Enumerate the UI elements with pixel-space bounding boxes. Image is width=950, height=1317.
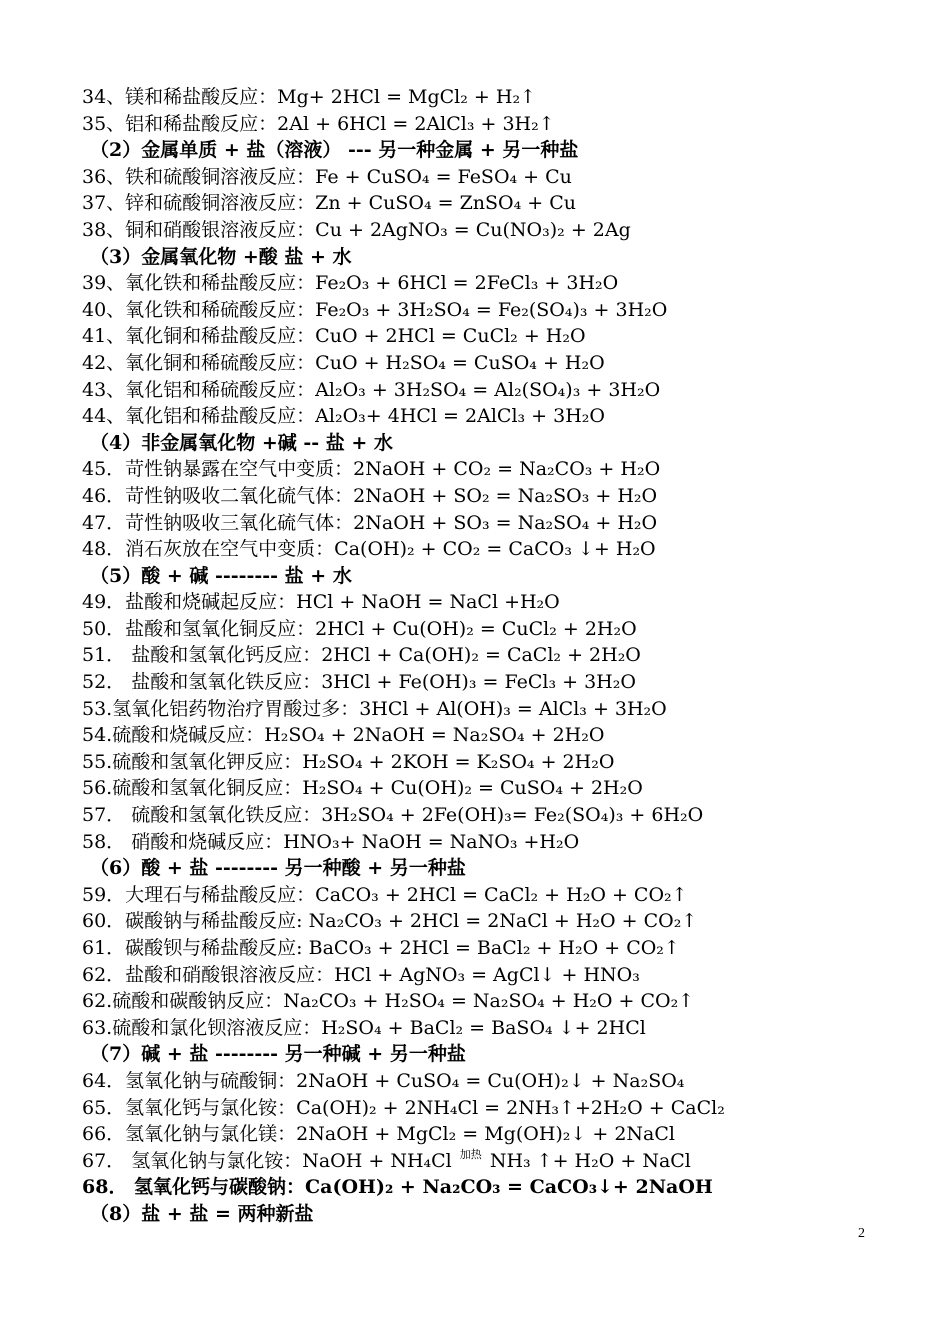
equation-reactants: 67． 氢氧化钠与氯化铵：NaOH + NH₄Cl xyxy=(82,1149,458,1172)
equation-line: 43、氧化铝和稀硫酸反应：Al₂O₃ + 3H₂SO₄ = Al₂(SO₄)₃ + 3H₂O xyxy=(82,378,661,401)
equation-line: 68． 氢氧化钙与碳酸钠：Ca(OH)₂ + Na₂CO₃ = CaCO₃↓+ 2NaOH xyxy=(82,1176,713,1199)
equation-line: 61．碳酸钡与稀盐酸反应: BaCO₃ + 2HCl = BaCl₂ + H₂O + CO₂↑ xyxy=(82,937,680,959)
equation-line: 58． 硝酸和烧碱反应：HNO₃+ NaOH = NaNO₃ +H₂O xyxy=(82,830,580,853)
section-heading: （3）金属氧化物 +酸 盐 + 水 xyxy=(90,245,352,268)
equation-line: 53.氢氧化铝药物治疗胃酸过多：3HCl + Al(OH)₃ = AlCl₃ + 3H₂O xyxy=(82,697,667,720)
equation-line xyxy=(82,1148,882,1175)
section-heading: （6）酸 + 盐 -------- 另一种酸 + 另一种盐 xyxy=(90,857,466,880)
equation-line: 64．氢氧化钠与硫酸铜：2NaOH + CuSO₄ = Cu(OH)₂↓ + Na₂SO₄ xyxy=(82,1069,685,1092)
equation-line: 45．苛性钠暴露在空气中变质：2NaOH + CO₂ = Na₂CO₃ + H₂O xyxy=(82,458,661,481)
equation-products: NH₃ ↑+ H₂O + NaCl xyxy=(483,1149,691,1172)
equation-line: 63.硫酸和氯化钡溶液反应：H₂SO₄ + BaCl₂ = BaSO₄ ↓+ 2HCl xyxy=(82,1016,646,1039)
page-number: 2 xyxy=(858,1226,865,1241)
equation-line: 55.硫酸和氢氧化钾反应：H₂SO₄ + 2KOH = K₂SO₄ + 2H₂O xyxy=(82,750,615,773)
section-heading: （7）碱 + 盐 -------- 另一种碱 + 另一种盐 xyxy=(90,1043,466,1066)
section-heading: （2）金属单质 + 盐（溶液） --- 另一种金属 + 另一种盐 xyxy=(90,139,579,162)
equation-line: 59．大理石与稀盐酸反应：CaCO₃ + 2HCl = CaCl₂ + H₂O + CO₂↑ xyxy=(82,883,688,906)
equation-line: 36、铁和硫酸铜溶液反应：Fe + CuSO₄ = FeSO₄ + Cu xyxy=(82,165,572,188)
equation-line: 49．盐酸和烧碱起反应：HCl + NaOH = NaCl +H₂O xyxy=(82,591,560,614)
equation-line: 37、锌和硫酸铜溶液反应：Zn + CuSO₄ = ZnSO₄ + Cu xyxy=(82,192,577,215)
equation-line: 44、氧化铝和稀盐酸反应：Al₂O₃+ 4HCl = 2AlCl₃ + 3H₂O xyxy=(82,405,605,428)
equation-line: 41、氧化铜和稀盐酸反应：CuO + 2HCl = CuCl₂ + H₂O xyxy=(82,325,586,348)
equation-list xyxy=(82,84,882,1228)
section-heading: （4）非金属氧化物 +碱 -- 盐 + 水 xyxy=(90,431,393,454)
equation-line: 66．氢氧化钠与氯化镁：2NaOH + MgCl₂ = Mg(OH)₂↓ + 2NaCl xyxy=(82,1123,675,1146)
equation-line: 51． 盐酸和氢氧化钙反应：2HCl + Ca(OH)₂ = CaCl₂ + 2H₂O xyxy=(82,644,641,667)
equation-line: 34、镁和稀盐酸反应：Mg+ 2HCl = MgCl₂ + H₂↑ xyxy=(82,86,536,108)
equation-line: 39、氧化铁和稀盐酸反应：Fe₂O₃ + 6HCl = 2FeCl₃ + 3H₂O xyxy=(82,272,619,295)
equation-line: 40、氧化铁和稀硫酸反应：Fe₂O₃ + 3H₂SO₄ = Fe₂(SO₄)₃ + 3H₂O xyxy=(82,298,668,321)
equation-line: 57． 硫酸和氢氧化铁反应：3H₂SO₄ + 2Fe(OH)₃= Fe₂(SO₄)₃ + 6H₂O xyxy=(82,804,704,827)
equation-line: 62.硫酸和碳酸钠反应：Na₂CO₃ + H₂SO₄ = Na₂SO₄ + H₂O + CO₂↑ xyxy=(82,990,695,1013)
reaction-condition: 加热 xyxy=(459,1147,482,1161)
section-heading: （5）酸 + 碱 -------- 盐 + 水 xyxy=(90,564,352,587)
equation-line: 42、氧化铜和稀硫酸反应：CuO + H₂SO₄ = CuSO₄ + H₂O xyxy=(82,351,605,374)
equation-line: 52． 盐酸和氢氧化铁反应：3HCl + Fe(OH)₃ = FeCl₃ + 3H₂O xyxy=(82,671,636,694)
equation-line: 54.硫酸和烧碱反应：H₂SO₄ + 2NaOH = Na₂SO₄ + 2H₂O xyxy=(82,724,605,747)
equation-line: 47．苛性钠吸收三氧化硫气体：2NaOH + SO₃ = Na₂SO₄ + H₂O xyxy=(82,511,658,534)
section-heading: （8）盐 + 盐 = 两种新盐 xyxy=(90,1202,314,1225)
equation-line: 62．盐酸和硝酸银溶液反应：HCl + AgNO₃ = AgCl↓ + HNO₃ xyxy=(82,963,640,986)
equation-line: 50．盐酸和氢氧化铜反应：2HCl + Cu(OH)₂ = CuCl₂ + 2H₂O xyxy=(82,617,637,640)
equation-line: 48．消石灰放在空气中变质：Ca(OH)₂ + CO₂ = CaCO₃ ↓+ H₂O xyxy=(82,538,656,561)
equation-line: 56.硫酸和氢氧化铜反应：H₂SO₄ + Cu(OH)₂ = CuSO₄ + 2H₂O xyxy=(82,777,643,800)
equation-line: 60．碳酸钠与稀盐酸反应: Na₂CO₃ + 2HCl = 2NaCl + H₂O + CO₂↑ xyxy=(82,910,698,933)
equation-line: 38、铜和硝酸银溶液反应：Cu + 2AgNO₃ = Cu(NO₃)₂ + 2Ag xyxy=(82,218,631,241)
equation-line: 65．氢氧化钙与氯化铵：Ca(OH)₂ + 2NH₄Cl = 2NH₃↑+2H₂O + CaCl₂ xyxy=(82,1096,725,1119)
equation-line: 46．苛性钠吸收二氧化硫气体：2NaOH + SO₂ = Na₂SO₃ + H₂O xyxy=(82,484,658,507)
equation-line: 35、铝和稀盐酸反应：2Al + 6HCl = 2AlCl₃ + 3H₂↑ xyxy=(82,112,555,135)
